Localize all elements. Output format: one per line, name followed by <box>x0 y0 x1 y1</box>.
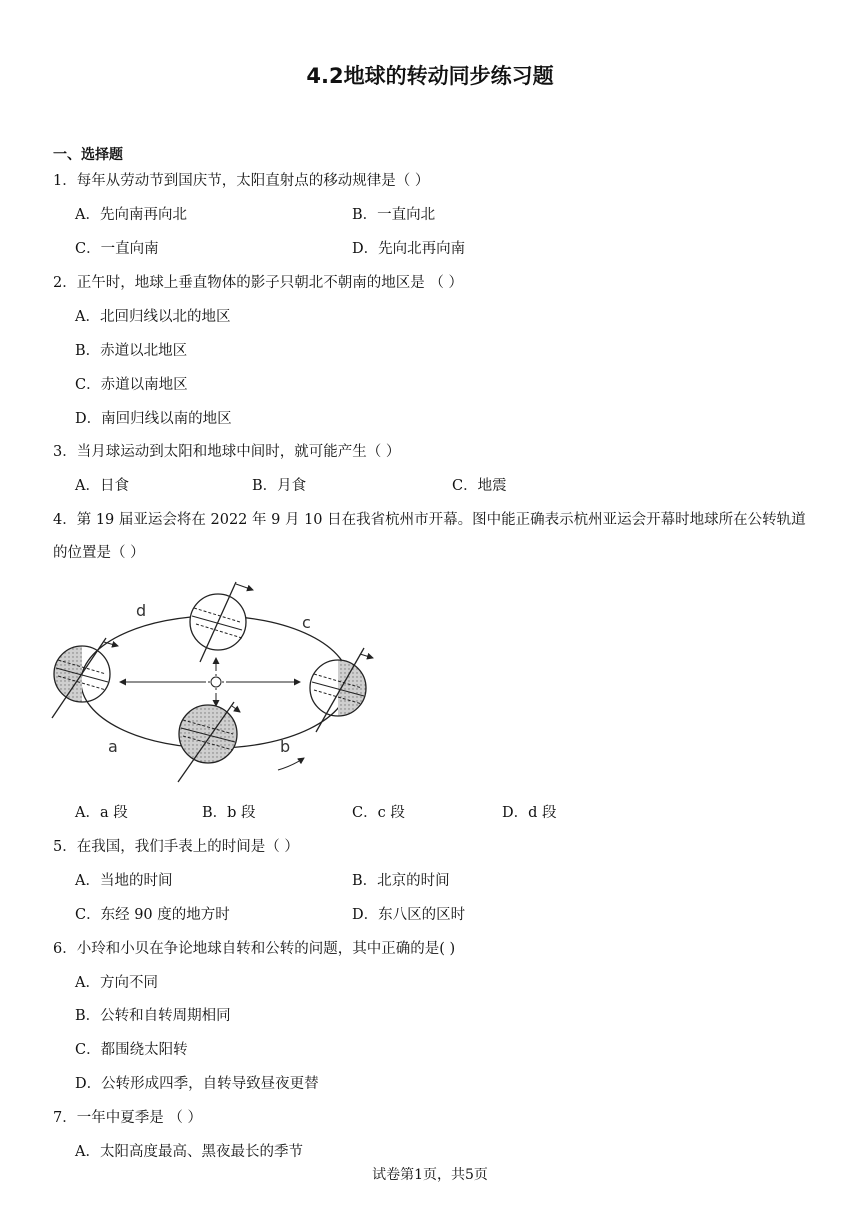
q2-option-c: C．赤道以南地区 <box>75 377 188 393</box>
motion-arrow <box>278 758 304 770</box>
earth-top <box>190 582 253 662</box>
q5-option-a: A．当地的时间 <box>75 873 173 889</box>
q3-option-c: C．地震 <box>452 478 507 494</box>
question-6-stem: 6．小玲和小贝在争论地球自转和公转的问题，其中正确的是( ) <box>53 941 456 957</box>
q2-option-b: B．赤道以北地区 <box>75 343 188 359</box>
page-footer: 试卷第1页，共5页 <box>372 1167 488 1183</box>
question-3-stem: 3．当月球运动到太阳和地球中间时，就可能产生（ ） <box>53 444 401 460</box>
q3-option-b: B．月食 <box>252 478 307 494</box>
q7-option-a: A．太阳高度最高、黑夜最长的季节 <box>75 1144 303 1160</box>
question-2-stem: 2．正午时，地球上垂直物体的影子只朝北不朝南的地区是 （ ） <box>53 275 463 291</box>
q1-option-c: C．一直向南 <box>75 241 159 257</box>
q4-option-b: B．b 段 <box>202 805 256 821</box>
question-7-stem: 7．一年中夏季是 （ ） <box>53 1110 202 1126</box>
q1-option-d: D．先向北再向南 <box>352 241 466 257</box>
earth-bottom <box>178 702 240 782</box>
label-c: c <box>302 613 311 632</box>
question-4-stem-line1: 4．第 19 届亚运会将在 2022 年 9 月 10 日在我省杭州市开幕。图中能正确表示杭州亚运会开幕时地球所在公转轨道 <box>53 512 806 528</box>
section-heading: 一、选择题 <box>53 147 123 163</box>
q2-option-a: A．北回归线以北的地区 <box>75 309 231 325</box>
q5-option-c: C．东经 90 度的地方时 <box>75 907 230 923</box>
q5-option-d: D．东八区的区时 <box>352 907 466 923</box>
q6-option-b: B．公转和自转周期相同 <box>75 1008 231 1024</box>
q1-option-b: B．一直向北 <box>352 207 436 223</box>
q2-option-d: D．南回归线以南的地区 <box>75 411 232 427</box>
question-4-stem-line2: 的位置是（ ） <box>53 545 145 561</box>
q4-option-c: C．c 段 <box>352 805 405 821</box>
q5-option-b: B．北京的时间 <box>352 873 450 889</box>
question-1-stem: 1．每年从劳动节到国庆节，太阳直射点的移动规律是（ ） <box>53 173 430 189</box>
page-title: 4.2地球的转动同步练习题 <box>306 64 554 88</box>
q4-option-a: A．a 段 <box>75 805 128 821</box>
label-b: b <box>280 737 291 756</box>
q1-option-a: A．先向南再向北 <box>75 207 187 223</box>
label-a: a <box>108 737 118 756</box>
earth-right <box>310 648 373 732</box>
q4-option-d: D．d 段 <box>502 805 557 821</box>
q3-option-a: A．日食 <box>75 478 129 494</box>
earth-left <box>52 638 118 718</box>
sun-icon <box>208 674 224 690</box>
q6-option-a: A．方向不同 <box>75 975 158 991</box>
earth-orbit-diagram <box>48 572 378 794</box>
question-5-stem: 5．在我国，我们手表上的时间是（ ） <box>53 839 299 855</box>
q6-option-d: D．公转形成四季，自转导致昼夜更替 <box>75 1076 319 1092</box>
q6-option-c: C．都围绕太阳转 <box>75 1042 188 1058</box>
label-d: d <box>136 601 147 620</box>
